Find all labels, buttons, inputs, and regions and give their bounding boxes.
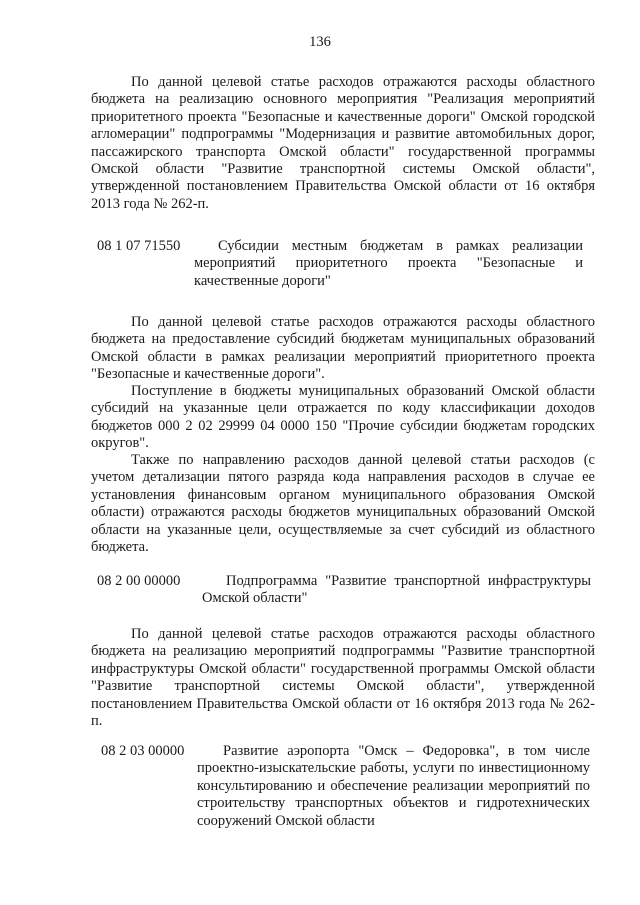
page-number: 136 <box>309 34 331 50</box>
entry-code: 08 2 03 00000 <box>101 743 185 759</box>
entry-description: Субсидии местным бюджетам в рамках реализации мероприятий приоритетного проекта "Безопасные и качественные дороги" <box>194 238 583 289</box>
paragraph-2: По данной целевой статье расходов отражаются расходы областного бюджета на предоставление субсидий бюджетам муниципальных образований Омской области в рамках реализации мероприятий приоритетного проекта "Безопасные и качественные дороги". <box>91 314 595 383</box>
entry-code: 08 1 07 71550 <box>97 238 181 254</box>
paragraph-1: По данной целевой статье расходов отражаются расходы областного бюджета на реализацию основного мероприятия "Реализация мероприятий приоритетного проекта "Безопасные и качественные дороги" Омской городской агломерации" подпрограммы "Модернизация и развитие автомобильных дорог, пассажирского транспорта Омской области" государственной программы Омской области "Развитие транспортной системы Омской области", утвержденной постановлением Правительства Омской области от 16 октября 2013 года № 262-п. <box>91 74 595 212</box>
entry-code: 08 2 00 00000 <box>97 573 181 589</box>
entry-description: Развитие аэропорта "Омск – Федоровка", в том числе проектно-изыскательские работы, услуги по инвестиционному консультированию и обеспечение реализации мероприятий по строительству транспортных объектов и гидротехнических сооружений Омской области <box>197 743 590 829</box>
entry-description: Подпрограмма "Развитие транспортной инфраструктуры Омской области" <box>202 573 591 607</box>
paragraph-4: Также по направлению расходов данной целевой статьи расходов (с учетом детализации пятого разряда кода направления расходов в случае ее установления финансовым органом муниципального образования Омской области) отражаются расходы бюджетов муниципальных образований Омской области на указанные цели, осуществляемые за счет субсидий из областного бюджета. <box>91 452 595 556</box>
paragraph-3: Поступление в бюджеты муниципальных образований Омской области субсидий на указанные цели отражается по коду классификации доходов бюджетов 000 2 02 29999 04 0000 150 "Прочие субсидии бюджетам городских округов". <box>91 383 595 452</box>
paragraph-5: По данной целевой статье расходов отражаются расходы областного бюджета на реализацию мероприятий подпрограммы "Развитие транспортной инфраструктуры Омской области" государственной программы Омской области "Развитие транспортной системы Омской области", утвержденной постановлением Правительства Омской области от 16 октября 2013 года № 262-п. <box>91 626 595 730</box>
